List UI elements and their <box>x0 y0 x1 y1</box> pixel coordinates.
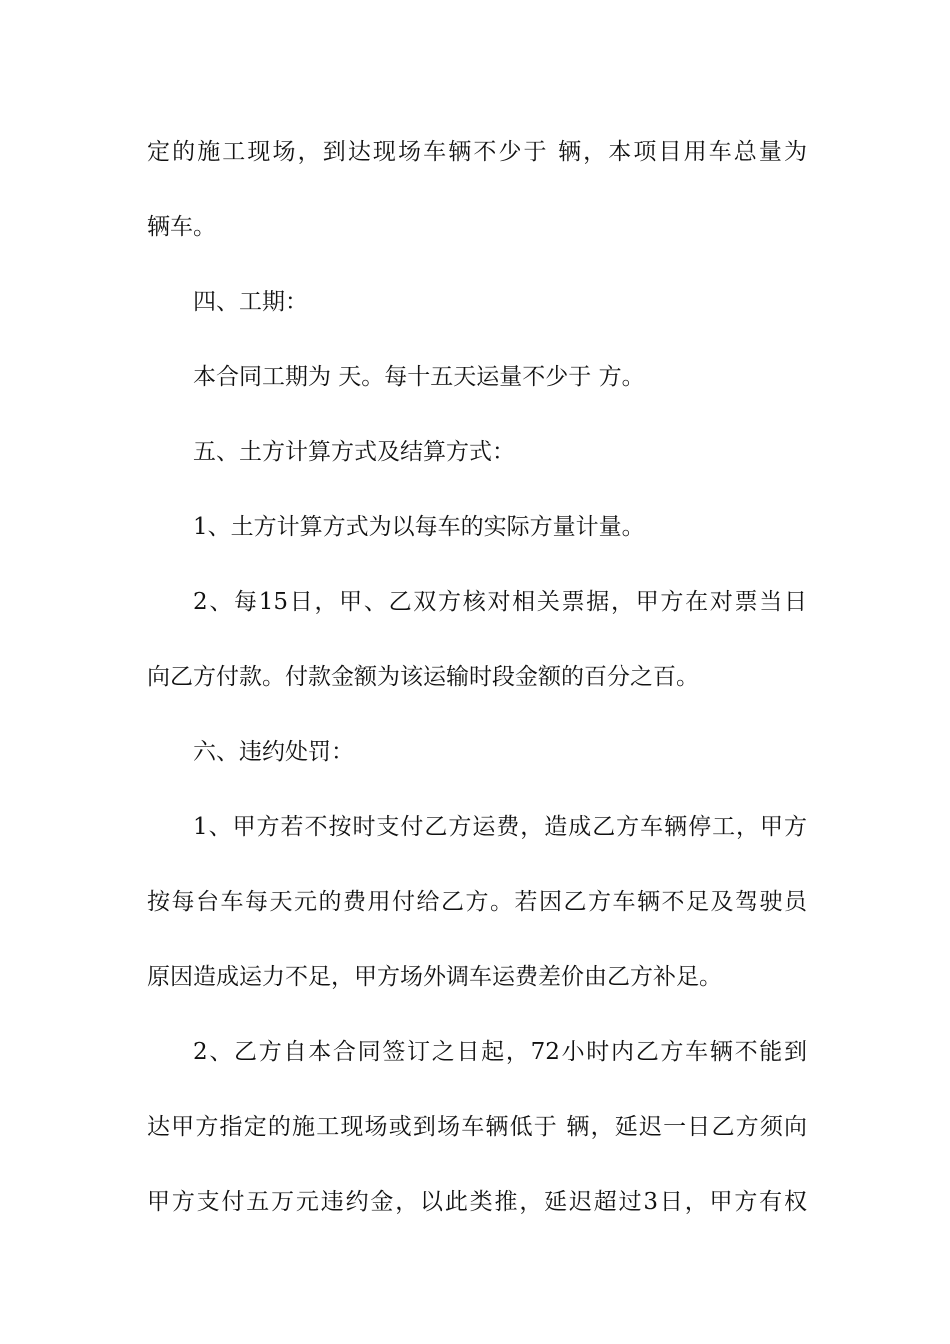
clause-line: 2、每15日，甲、乙双方核对相关票据，甲方在对票当日 <box>193 589 807 615</box>
section-heading-penalty: 六、违约处罚： <box>193 739 354 765</box>
paragraph-line: 本合同工期为 天。每十五天运量不少于 方。 <box>193 364 645 390</box>
clause-line: 2、乙方自本合同签订之日起，72小时内乙方车辆不能到 <box>193 1039 807 1065</box>
clause-line: 1、甲方若不按时支付乙方运费，造成乙方车辆停工，甲方 <box>193 814 807 840</box>
paragraph-line: 向乙方付款。付款金额为该运输时段金额的百分之百。 <box>147 664 699 690</box>
paragraph-line: 甲方支付五万元违约金，以此类推，延迟超过3日，甲方有权 <box>147 1189 807 1215</box>
paragraph-line: 辆车。 <box>147 214 216 240</box>
section-heading-schedule: 四、工期： <box>193 289 308 315</box>
clause-line: 1、土方计算方式为以每车的实际方量计量。 <box>193 514 645 540</box>
section-heading-settlement: 五、土方计算方式及结算方式： <box>193 439 515 465</box>
paragraph-line: 定的施工现场，到达现场车辆不少于 辆，本项目用车总量为 <box>147 139 807 165</box>
paragraph-line: 原因造成运力不足，甲方场外调车运费差价由乙方补足。 <box>147 964 722 990</box>
paragraph-line: 达甲方指定的施工现场或到场车辆低于 辆，延迟一日乙方须向 <box>147 1114 807 1140</box>
paragraph-line: 按每台车每天元的费用付给乙方。若因乙方车辆不足及驾驶员 <box>147 889 807 915</box>
